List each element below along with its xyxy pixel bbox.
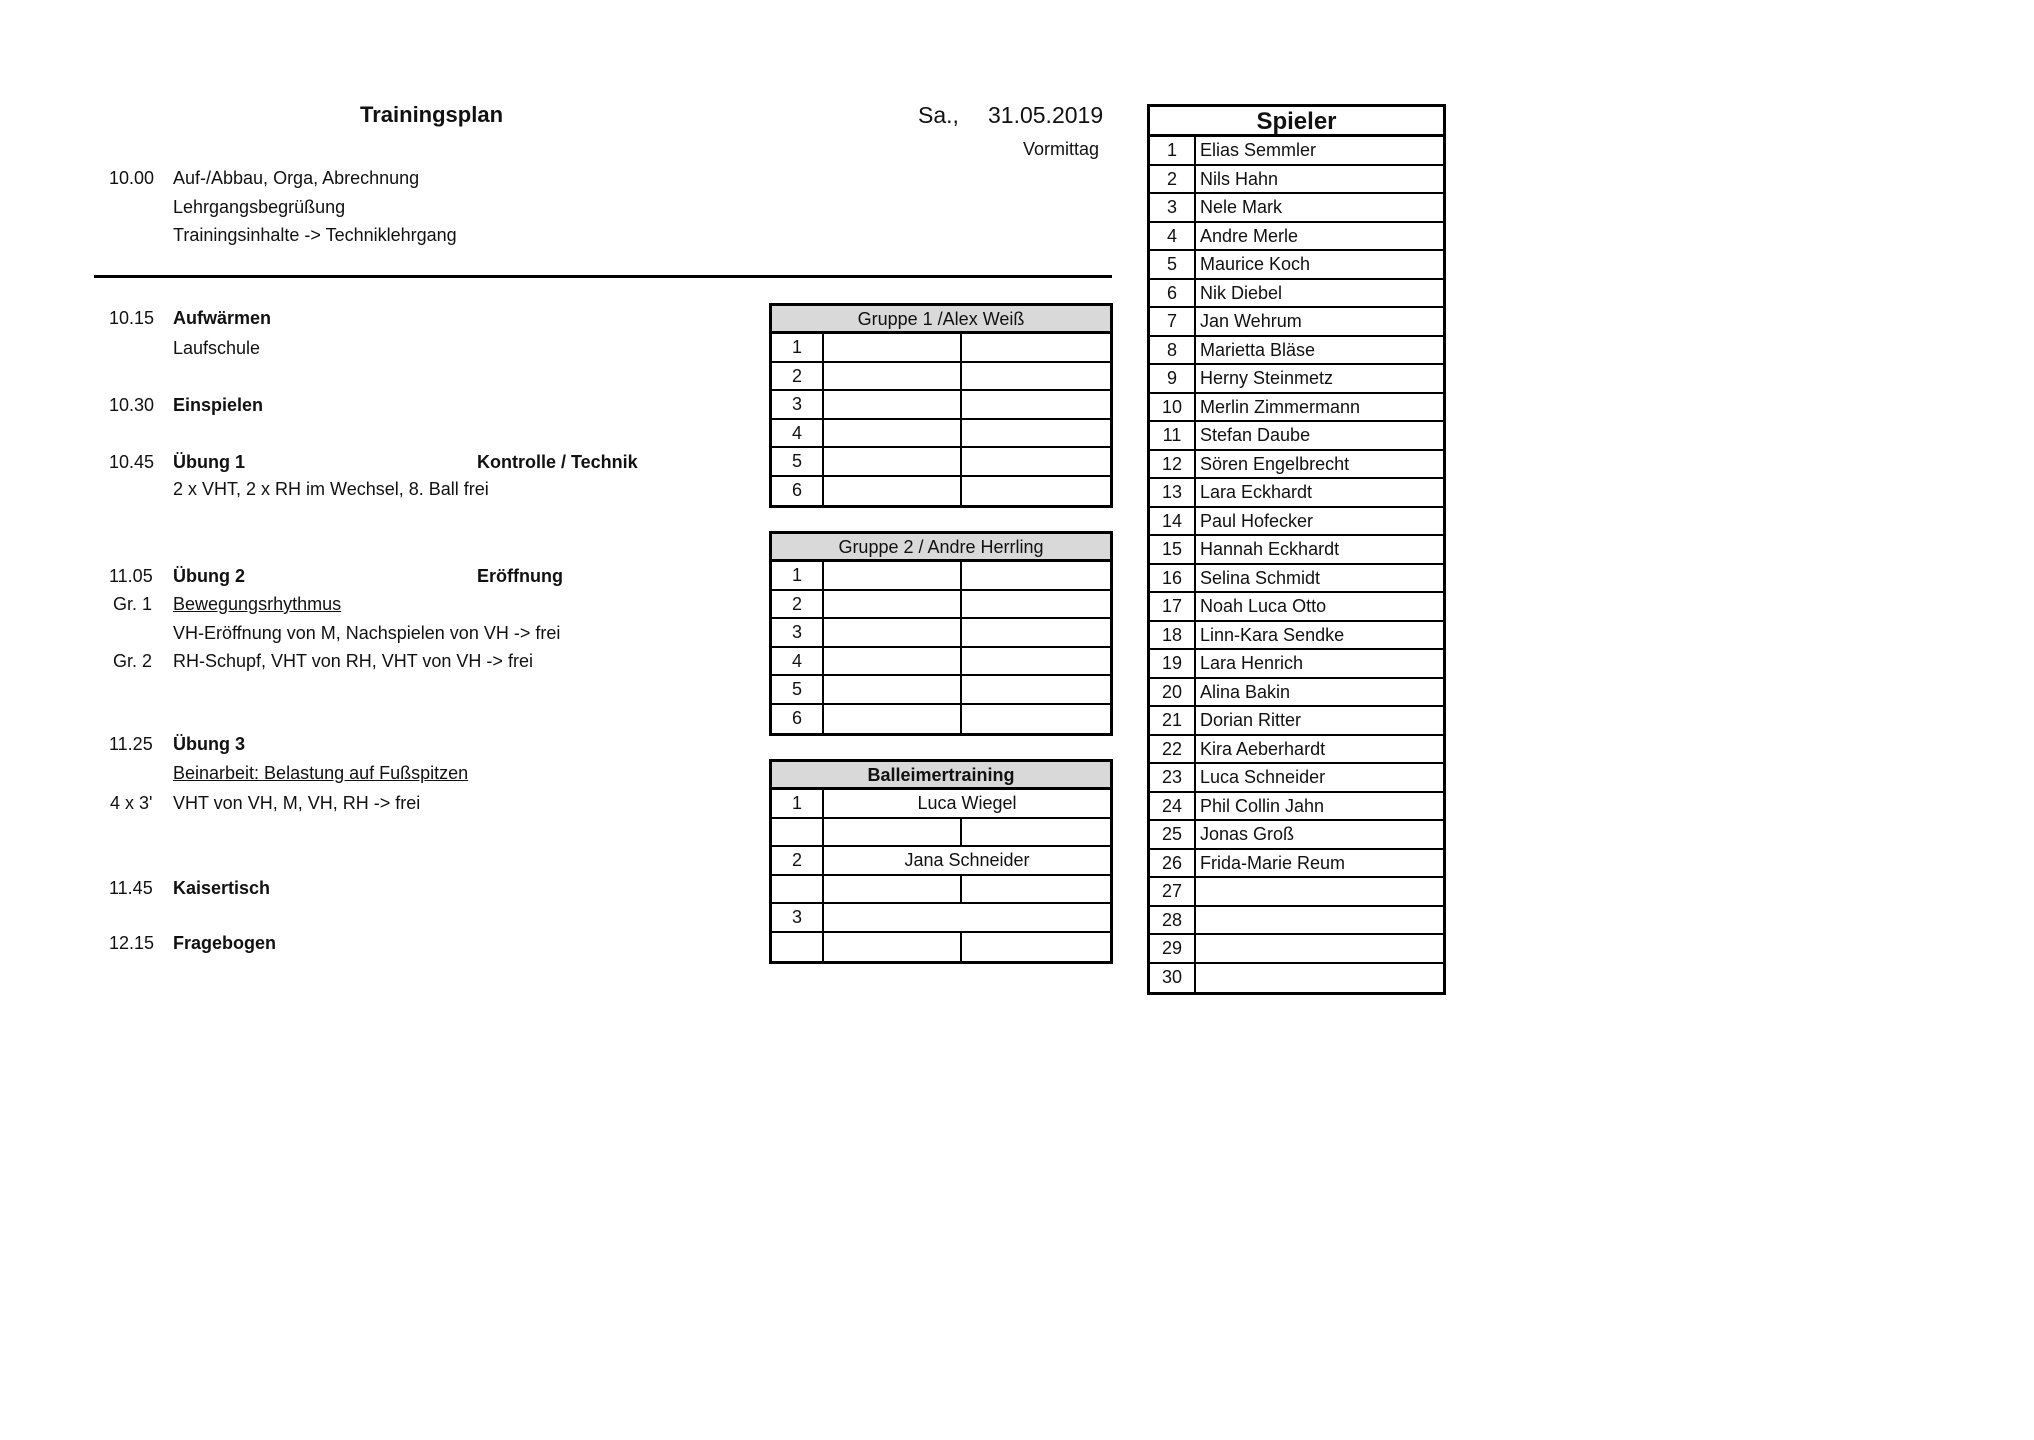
player-name: Herny Steinmetz <box>1200 368 1334 388</box>
table-row <box>1150 907 1443 936</box>
table-row <box>1150 508 1443 537</box>
player-name: Luca Schneider <box>1200 767 1326 787</box>
player-number: 4 <box>1150 223 1196 250</box>
intro-line: Trainingsinhalte -> Techniklehrgang <box>173 225 457 245</box>
cell[interactable] <box>962 420 1110 447</box>
player-name: Stefan Daube <box>1200 425 1311 445</box>
player-number: 11 <box>1150 422 1196 449</box>
group2-title: Gruppe 2 / Andre Herrling <box>772 534 1110 562</box>
day-label: Sa., <box>918 102 959 128</box>
cell[interactable] <box>962 676 1110 703</box>
warmup-title: Aufwärmen <box>173 308 272 328</box>
cell[interactable] <box>824 705 962 734</box>
player-number: 24 <box>1150 793 1196 820</box>
table-row <box>1150 536 1443 565</box>
player-number: 3 <box>1150 194 1196 221</box>
cell[interactable] <box>824 819 962 846</box>
player-number: 30 <box>1150 964 1196 993</box>
table-row <box>772 363 1110 392</box>
cell[interactable] <box>824 477 962 506</box>
ex3-desc: VHT von VH, M, VH, RH -> frei <box>173 793 421 813</box>
table-row <box>772 334 1110 363</box>
table-row <box>1150 964 1443 993</box>
row-number <box>772 876 824 903</box>
cell[interactable] <box>824 876 962 903</box>
player-number: 5 <box>1150 251 1196 278</box>
player-number: 18 <box>1150 622 1196 649</box>
ex2-gr2-desc: RH-Schupf, VHT von RH, VHT von VH -> frei <box>173 651 533 671</box>
player-name: Phil Collin Jahn <box>1200 795 1325 816</box>
player-number: 26 <box>1150 850 1196 877</box>
section-divider <box>94 275 1112 278</box>
cell[interactable] <box>962 363 1110 390</box>
table-row <box>772 933 1110 962</box>
group2-table <box>769 531 1113 736</box>
cell[interactable] <box>824 648 962 675</box>
table-row <box>1150 337 1443 366</box>
player-number: 21 <box>1150 707 1196 734</box>
warmup-sub: Laufschule <box>173 338 261 358</box>
player-name: Hannah Eckhardt <box>1200 539 1340 559</box>
cell[interactable] <box>962 933 1110 962</box>
player-name[interactable] <box>1196 964 1443 993</box>
player-name[interactable] <box>1196 907 1443 934</box>
frage-time: 12.15 <box>109 933 155 953</box>
player-name: Merlin Zimmermann <box>1200 396 1361 417</box>
cell[interactable] <box>962 705 1110 734</box>
table-row <box>1150 166 1443 195</box>
player-number: 28 <box>1150 907 1196 934</box>
ex2-gr2-label: Gr. 2 <box>113 651 153 671</box>
table-row <box>1150 194 1443 223</box>
table-row <box>772 705 1110 734</box>
player-name: Lara Henrich <box>1200 653 1304 673</box>
player-name: Elias Semmler <box>1200 140 1317 160</box>
table-row <box>772 876 1110 905</box>
cell[interactable] <box>824 619 962 646</box>
ex2-gr1-desc: VH-Eröffnung von M, Nachspielen von VH -> frei <box>173 623 561 643</box>
cell[interactable] <box>962 334 1110 361</box>
cell[interactable] <box>962 648 1110 675</box>
cell[interactable] <box>824 933 962 962</box>
row-number: 4 <box>772 648 824 675</box>
table-row <box>1150 394 1443 423</box>
table-row <box>1150 565 1443 594</box>
row-number: 3 <box>772 619 824 646</box>
table-row <box>772 790 1110 819</box>
row-number: 5 <box>772 448 824 475</box>
player-number: 17 <box>1150 593 1196 620</box>
cell[interactable] <box>824 391 962 418</box>
player-name: Frida-Marie Reum <box>1200 852 1346 873</box>
player-name: Marietta Bläse <box>1200 339 1316 360</box>
row-number <box>772 819 824 846</box>
player-number: 16 <box>1150 565 1196 592</box>
spieler-title: Spieler <box>1150 107 1443 137</box>
ex2-gr1-label: Gr. 1 <box>113 594 153 614</box>
cell[interactable] <box>962 391 1110 418</box>
cell[interactable] <box>824 591 962 618</box>
einspielen-title: Einspielen <box>173 395 264 415</box>
table-row <box>1150 679 1443 708</box>
cell[interactable] <box>824 363 962 390</box>
player-number: 25 <box>1150 821 1196 848</box>
cell[interactable] <box>962 562 1110 589</box>
spieler-table <box>1147 104 1446 995</box>
table-row <box>1150 280 1443 309</box>
row-number: 5 <box>772 676 824 703</box>
player-number: 15 <box>1150 536 1196 563</box>
kaiser-title: Kaisertisch <box>173 878 271 898</box>
intro-line: Lehrgangsbegrüßung <box>173 197 346 217</box>
period-label: Vormittag <box>1023 139 1100 159</box>
player-number: 12 <box>1150 451 1196 478</box>
balleimer-title: Balleimertraining <box>772 762 1110 790</box>
table-row <box>1150 593 1443 622</box>
spieler-rows <box>1150 137 1443 992</box>
player-number: 7 <box>1150 308 1196 335</box>
table-row <box>772 847 1110 876</box>
player-name: Jana Schneider <box>904 850 1030 870</box>
table-row <box>1150 764 1443 793</box>
table-row <box>1150 736 1443 765</box>
kaiser-time: 11.45 <box>109 878 153 898</box>
player-name: Kira Aeberhardt <box>1200 738 1326 759</box>
ex3-time: 11.25 <box>109 734 153 754</box>
date-label: 31.05.2019 <box>988 102 1104 128</box>
player-name: Maurice Koch <box>1200 254 1311 274</box>
row-number: 2 <box>772 591 824 618</box>
cell[interactable] <box>962 477 1110 506</box>
player-name: Dorian Ritter <box>1200 710 1302 730</box>
player-number: 6 <box>1150 280 1196 307</box>
group1-title: Gruppe 1 /Alex Weiß <box>772 306 1110 334</box>
cell[interactable] <box>824 676 962 703</box>
cell[interactable] <box>824 448 962 475</box>
table-row <box>1150 707 1443 736</box>
table-row <box>772 391 1110 420</box>
table-row <box>1150 137 1443 166</box>
table-row <box>772 819 1110 848</box>
player-number: 10 <box>1150 394 1196 421</box>
table-row <box>772 562 1110 591</box>
einspielen-time: 10.30 <box>109 395 155 415</box>
player-name: Jonas Groß <box>1200 824 1295 844</box>
cell[interactable] <box>962 619 1110 646</box>
table-row <box>1150 793 1443 822</box>
warmup-time: 10.15 <box>109 308 155 328</box>
table-row <box>772 619 1110 648</box>
row-number: 2 <box>772 363 824 390</box>
page-title: Trainingsplan <box>360 102 504 127</box>
table-row <box>1150 251 1443 280</box>
table-row <box>772 904 1110 933</box>
player-number: 27 <box>1150 878 1196 905</box>
table-row <box>772 477 1110 506</box>
ex1-desc: 2 x VHT, 2 x RH im Wechsel, 8. Ball frei <box>173 479 489 499</box>
ex2-time: 11.05 <box>109 566 153 586</box>
player-number: 8 <box>1150 337 1196 364</box>
cell[interactable] <box>824 420 962 447</box>
table-row <box>772 420 1110 449</box>
table-row <box>1150 821 1443 850</box>
player-number: 9 <box>1150 365 1196 392</box>
player-name[interactable] <box>1196 935 1443 962</box>
player-name: Linn-Kara Sendke <box>1200 624 1345 645</box>
table-row <box>1150 365 1443 394</box>
row-number: 1 <box>772 334 824 361</box>
ex1-title: Übung 1 <box>173 452 245 472</box>
ex3-title: Übung 3 <box>173 734 245 754</box>
table-row <box>772 648 1110 677</box>
player-name: Jan Wehrum <box>1200 311 1302 331</box>
ex2-title: Übung 2 <box>173 566 245 586</box>
row-number: 3 <box>772 904 824 931</box>
player-name: Nele Mark <box>1200 197 1283 217</box>
balleimer-table <box>769 759 1113 964</box>
table-row <box>1150 479 1443 508</box>
player-number: 22 <box>1150 736 1196 763</box>
player-name: Alina Bakin <box>1200 681 1291 702</box>
player-number: 2 <box>1150 166 1196 193</box>
cell[interactable] <box>824 334 962 361</box>
player-number: 14 <box>1150 508 1196 535</box>
ex3-rep: 4 x 3' <box>110 793 153 813</box>
player-number: 29 <box>1150 935 1196 962</box>
player-name: Noah Luca Otto <box>1200 596 1327 616</box>
table-row <box>1150 650 1443 679</box>
player-name: Selina Schmidt <box>1200 567 1321 588</box>
cell[interactable] <box>962 591 1110 618</box>
cell[interactable] <box>824 562 962 589</box>
row-number: 3 <box>772 391 824 418</box>
frage-title: Fragebogen <box>173 933 277 953</box>
row-number <box>772 933 824 962</box>
table-row <box>1150 308 1443 337</box>
intro-time: 10.00 <box>109 168 155 188</box>
row-number: 6 <box>772 477 824 506</box>
row-number: 4 <box>772 420 824 447</box>
player-name: Nils Hahn <box>1200 168 1279 189</box>
table-row <box>1150 850 1443 879</box>
ex3-sub: Beinarbeit: Belastung auf Fußspitzen <box>173 763 469 783</box>
player-number: 19 <box>1150 650 1196 677</box>
table-row <box>772 448 1110 477</box>
player-name: Luca Wiegel <box>917 793 1017 813</box>
intro-line: Auf-/Abbau, Orga, Abrechnung <box>173 168 420 188</box>
player-name: Nik Diebel <box>1200 282 1283 303</box>
cell[interactable] <box>962 876 1110 903</box>
player-name: Lara Eckhardt <box>1200 482 1313 502</box>
table-row <box>1150 451 1443 480</box>
table-row <box>1150 622 1443 651</box>
player-name: Paul Hofecker <box>1200 510 1314 531</box>
table-row <box>772 591 1110 620</box>
table-row <box>772 676 1110 705</box>
player-number: 13 <box>1150 479 1196 506</box>
cell[interactable] <box>962 819 1110 846</box>
player-number: 23 <box>1150 764 1196 791</box>
row-number: 1 <box>772 562 824 589</box>
row-number: 1 <box>772 790 824 817</box>
player-number: 1 <box>1150 137 1196 164</box>
table-row <box>1150 878 1443 907</box>
table-row <box>1150 223 1443 252</box>
ex1-time: 10.45 <box>109 452 155 472</box>
player-name: Andre Merle <box>1200 225 1299 246</box>
player-name: Sören Engelbrecht <box>1200 453 1350 474</box>
ex2-gr1-title: Bewegungsrhythmus <box>173 594 342 614</box>
ex1-focus: Kontrolle / Technik <box>477 452 638 472</box>
cell[interactable] <box>962 448 1110 475</box>
table-row <box>1150 935 1443 964</box>
table-row <box>1150 422 1443 451</box>
player-name[interactable] <box>824 904 1110 931</box>
ex2-focus: Eröffnung <box>477 566 563 586</box>
player-name[interactable] <box>1196 878 1443 905</box>
row-number: 2 <box>772 847 824 874</box>
group1-table <box>769 303 1113 508</box>
row-number: 6 <box>772 705 824 734</box>
player-number: 20 <box>1150 679 1196 706</box>
